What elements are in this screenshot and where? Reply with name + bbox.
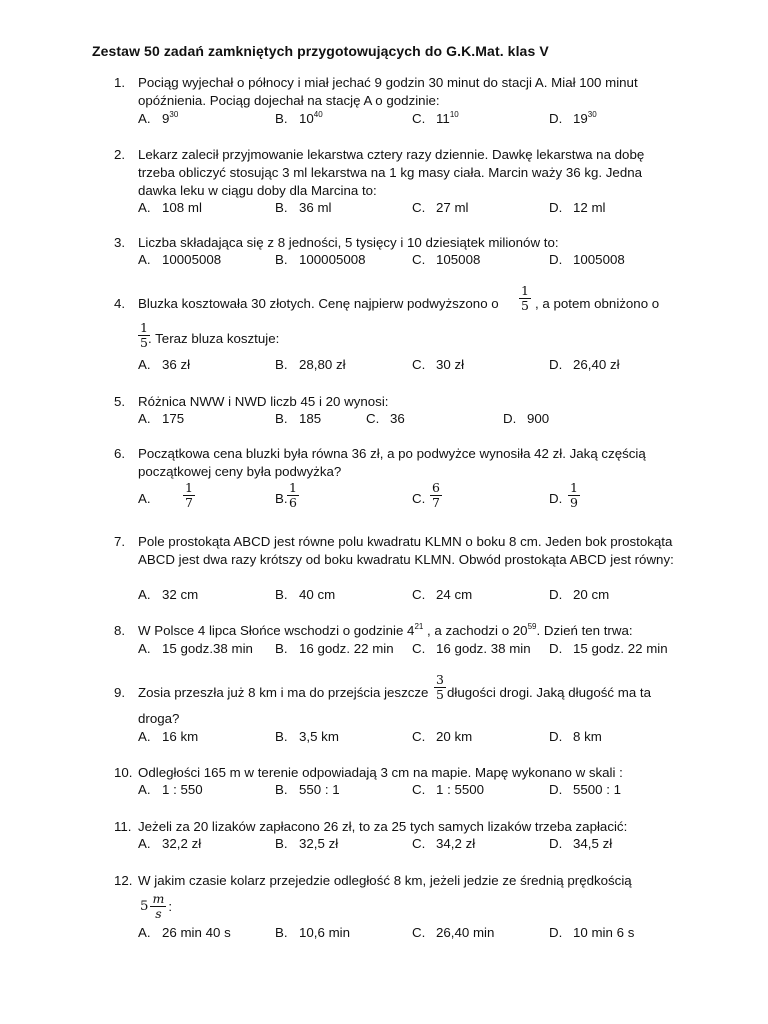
question-number: 12. <box>114 873 133 888</box>
option-d[interactable]: D. <box>549 491 563 506</box>
option-c[interactable]: C. 27 ml <box>412 200 469 215</box>
option-a[interactable]: A. 26 min 40 s <box>138 925 231 940</box>
option-b[interactable]: B. 100005008 <box>275 252 366 267</box>
option-c[interactable]: C. 36 <box>366 411 405 426</box>
option-b[interactable]: B. <box>275 491 288 506</box>
option-c-fraction[interactable]: $\frac{6}{7}$ <box>432 480 440 510</box>
option-c[interactable]: C. 24 cm <box>412 587 473 602</box>
option-c[interactable]: C. $11^{10}$ <box>412 110 459 126</box>
option-a[interactable]: A. 15 godz.38 min <box>138 641 253 656</box>
option-b[interactable]: B. 550 : 1 <box>275 782 340 797</box>
question-text: Jeżeli za 20 lizaków zapłacono 26 zł, to za 25 tych samych lizaków trzeba zapłacić: <box>138 819 628 834</box>
option-b[interactable]: B. 185 <box>275 411 322 426</box>
question-number: 5. <box>114 394 126 409</box>
answer-options <box>138 781 728 801</box>
option-c[interactable]: C. <box>412 491 426 506</box>
option-c[interactable]: C. 16 godz. 38 min <box>412 641 531 656</box>
question-text: Różnica NWW i NWD liczb 45 i 20 wynosi: <box>138 394 389 409</box>
option-b[interactable]: B. 3,5 km <box>275 729 339 744</box>
question-text: Liczba składająca się z 8 jedności, 5 tysięcy i 10 dziesiątek milionów to: <box>138 235 559 250</box>
question-number: 8. <box>114 623 126 638</box>
question-text: Zosia przeszła już 8 km i ma do przejścia jeszcze <box>138 685 429 700</box>
question-number: 3. <box>114 235 126 250</box>
question-text-continued: długości drogi. Jaką długość ma ta <box>447 685 651 700</box>
option-d[interactable]: D. $19^{30}$ <box>549 110 597 126</box>
option-b-fraction[interactable]: $\frac{1}{6}$ <box>289 480 297 510</box>
option-d[interactable]: D. 20 cm <box>549 587 610 602</box>
answer-options <box>138 835 728 855</box>
option-d[interactable]: D. 26,40 zł <box>549 357 620 372</box>
option-c[interactable]: C. 20 km <box>412 729 473 744</box>
option-a[interactable]: A. 36 zł <box>138 357 191 372</box>
option-b[interactable]: B. 16 godz. 22 min <box>275 641 394 656</box>
question-text-end: . Teraz bluza kosztuje: <box>148 331 280 346</box>
question-text: Bluzka kosztowała 30 złotych. Cenę najpierw podwyższono o <box>138 296 499 311</box>
fraction-one-fifth: $\frac{1}{5}$ <box>140 320 148 350</box>
question-text: W jakim czasie kolarz przejedzie odległość 8 km, jeżeli jedzie ze średnią prędkością <box>138 873 632 888</box>
answer-options <box>138 356 728 376</box>
option-a[interactable]: A. <box>138 491 151 506</box>
option-d[interactable]: D. 900 <box>503 411 550 426</box>
option-c[interactable]: C. 30 zł <box>412 357 465 372</box>
option-a[interactable]: A. 32,2 zł <box>138 836 202 851</box>
question-text: Odległości 165 m w terenie odpowiadają 3 cm na mapie. Mapę wykonano w skali : <box>138 765 623 780</box>
fraction-three-fifths: $\frac{3}{5}$ <box>436 672 444 702</box>
answer-options <box>138 728 728 748</box>
question-text: Lekarz zalecił przyjmowanie lekarstwa cztery razy dziennie. Dawkę lekarstwa na dobę trzeba obliczyć stosując 3 ml lekarstwa na 1 kg masy ciała. Marcin waży 36 kg. Jedna dawka leku w ciągu doby dla Marcina to: <box>138 147 645 198</box>
question-text: Początkowa cena bluzki była równa 36 zł, a po podwyżce wynosiła 42 zł. Jaką częścią początkowej ceny była podwyżka? <box>138 446 646 479</box>
question-number: 4. <box>114 296 126 311</box>
option-a[interactable]: A. $9^{30}$ <box>138 110 179 126</box>
question-number: 1. <box>114 75 126 90</box>
fraction-one-fifth: $\frac{1}{5}$ <box>521 283 529 313</box>
question-text: Pociąg wyjechał o północy i miał jechać 9 godzin 30 minut do stacji A. Miał 100 minut opóźnienia. Pociąg dojechał na stację A o godzinie: <box>138 75 638 108</box>
answer-options <box>138 199 728 219</box>
question-number: 9. <box>114 685 126 700</box>
option-d[interactable]: D. 10 min 6 s <box>549 925 635 940</box>
question-number: 11. <box>114 819 132 834</box>
option-b[interactable]: B. 32,5 zł <box>275 836 339 851</box>
speed-value: 5 $\frac{m}{s}$ : <box>140 891 173 921</box>
option-b[interactable]: B. 40 cm <box>275 587 336 602</box>
option-d[interactable]: D. 5500 : 1 <box>549 782 622 797</box>
option-d[interactable]: D. 8 km <box>549 729 602 744</box>
question-number: 2. <box>114 147 126 162</box>
question-text: W Polsce 4 lipca Słońce wschodzi o godzinie $4^{21}$ , a zachodzi o $20^{59}$. Dzień ten trwa: <box>138 622 633 638</box>
option-b[interactable]: B. $10^{40}$ <box>275 110 323 126</box>
answer-options <box>138 640 728 660</box>
question-number: 6. <box>114 446 126 461</box>
worksheet-title: Zestaw 50 zadań zamkniętych przygotowujących do G.K.Mat. klas V <box>92 43 549 59</box>
option-d[interactable]: D. 1005008 <box>549 252 625 267</box>
option-c[interactable]: C. 105008 <box>412 252 481 267</box>
option-d[interactable]: D. 12 ml <box>549 200 606 215</box>
option-d[interactable]: D. 15 godz. 22 min <box>549 641 668 656</box>
option-a-fraction[interactable]: $\frac{1}{7}$ <box>185 480 193 510</box>
option-a[interactable]: A. 1 : 550 <box>138 782 203 797</box>
option-b[interactable]: B. 28,80 zł <box>275 357 346 372</box>
question-text-end: droga? <box>138 711 180 726</box>
answer-options <box>138 251 728 271</box>
option-d[interactable]: D. 34,5 zł <box>549 836 613 851</box>
answer-options <box>138 924 728 944</box>
option-b[interactable]: B. 36 ml <box>275 200 332 215</box>
answer-options <box>138 481 728 515</box>
question-text-continued: , a potem obniżono o <box>535 296 660 311</box>
question-number: 10. <box>114 765 133 780</box>
option-b[interactable]: B. 10,6 min <box>275 925 350 940</box>
option-d-fraction[interactable]: $\frac{1}{9}$ <box>570 480 578 510</box>
question-text: Pole prostokąta ABCD jest równe polu kwadratu KLMN o boku 8 cm. Jeden bok prostokąta ABCD jest dwa razy krótszy od boku kwadratu KLMN. Obwód prostokąta ABCD jest równy: <box>138 534 674 567</box>
option-a[interactable]: A. 32 cm <box>138 587 199 602</box>
option-c[interactable]: C. 26,40 min <box>412 925 495 940</box>
option-a[interactable]: A. 16 km <box>138 729 199 744</box>
option-a[interactable]: A. 10005008 <box>138 252 222 267</box>
answer-options <box>138 410 728 430</box>
option-a[interactable]: A. 108 ml <box>138 200 202 215</box>
option-c[interactable]: C. 34,2 zł <box>412 836 476 851</box>
answer-options <box>138 110 728 130</box>
question-number: 7. <box>114 534 126 549</box>
option-a[interactable]: A. 175 <box>138 411 185 426</box>
option-c[interactable]: C. 1 : 5500 <box>412 782 485 797</box>
answer-options <box>138 586 728 606</box>
